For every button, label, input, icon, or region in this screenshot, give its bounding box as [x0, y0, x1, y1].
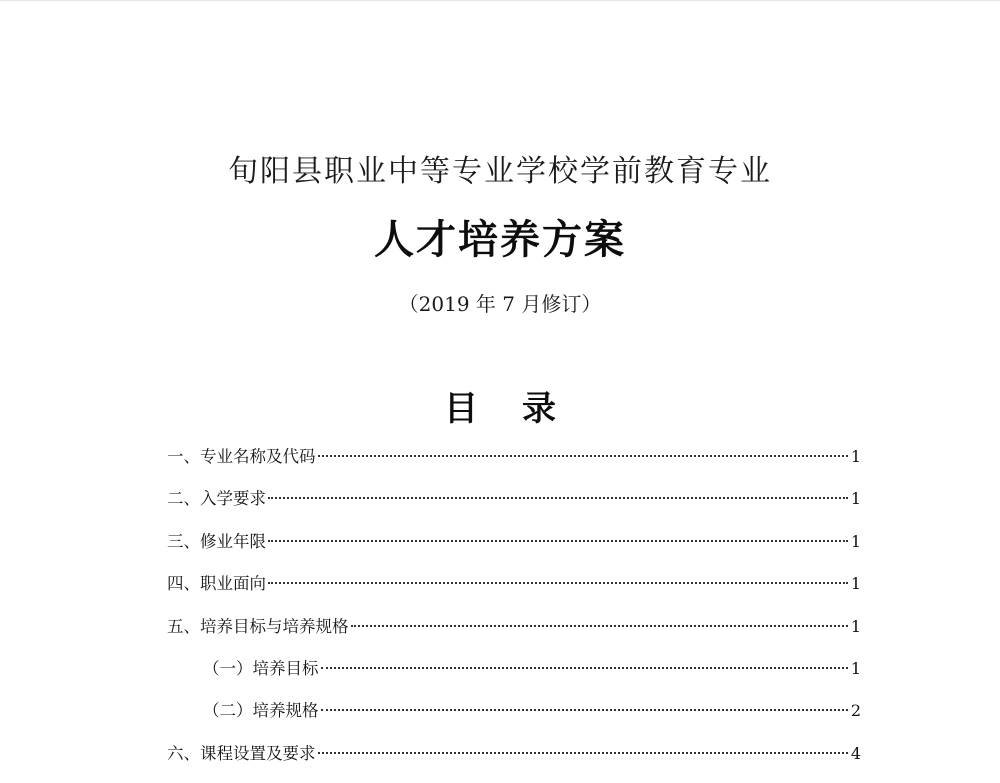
toc-entry-label: 四、职业面向	[167, 574, 266, 594]
revision-note: （2019 年 7 月修订）	[398, 292, 602, 316]
toc-leader-dots	[268, 540, 848, 542]
toc-entry-label: 五、培养目标与培养规格	[167, 616, 349, 636]
toc-heading-right: 录	[522, 389, 556, 429]
toc-heading-left: 目	[444, 389, 478, 429]
toc-entry-page: 1	[850, 447, 861, 466]
toc-entry-label: 三、修业年限	[167, 531, 266, 551]
toc-entry-3[interactable]	[167, 529, 861, 571]
toc-entry-4[interactable]	[167, 571, 861, 613]
toc-leader-dots	[351, 625, 848, 627]
toc-entry-label: （一）培养目标	[203, 658, 319, 678]
toc-entry-5[interactable]	[167, 614, 861, 656]
toc-entry-page: 1	[850, 658, 861, 678]
toc-entry-page: 2	[850, 701, 861, 721]
toc-entry-label: 六、课程设置及要求	[167, 743, 316, 763]
toc-leader-dots	[268, 497, 848, 499]
toc-entry-label: 一、专业名称及代码	[167, 447, 316, 466]
toc-leader-dots	[268, 582, 848, 584]
toc-heading	[0, 385, 1000, 433]
toc-entry-page: 4	[850, 743, 861, 763]
toc-leader-dots	[318, 455, 848, 457]
toc-entry-page: 1	[850, 531, 861, 551]
toc-leader-dots	[321, 709, 848, 711]
toc-leader-dots	[318, 752, 848, 754]
toc-entry-label: 二、入学要求	[167, 489, 266, 509]
toc-entry-5-2[interactable]	[167, 698, 861, 740]
toc-entry-label: （二）培养规格	[203, 701, 319, 721]
toc-entry-page: 1	[850, 616, 861, 636]
table-of-contents	[167, 444, 861, 783]
toc-entry-page: 1	[850, 489, 861, 509]
document-subtitle: 旬阳县职业中等专业学校学前教育专业	[228, 154, 772, 189]
toc-entry-1[interactable]	[167, 444, 861, 486]
toc-entry-2[interactable]	[167, 486, 861, 528]
toc-entry-page: 1	[850, 574, 861, 594]
toc-entry-5-1[interactable]	[167, 656, 861, 698]
toc-leader-dots	[321, 667, 848, 669]
document-title: 人才培养方案	[374, 217, 626, 263]
toc-entry-6[interactable]	[167, 741, 861, 783]
